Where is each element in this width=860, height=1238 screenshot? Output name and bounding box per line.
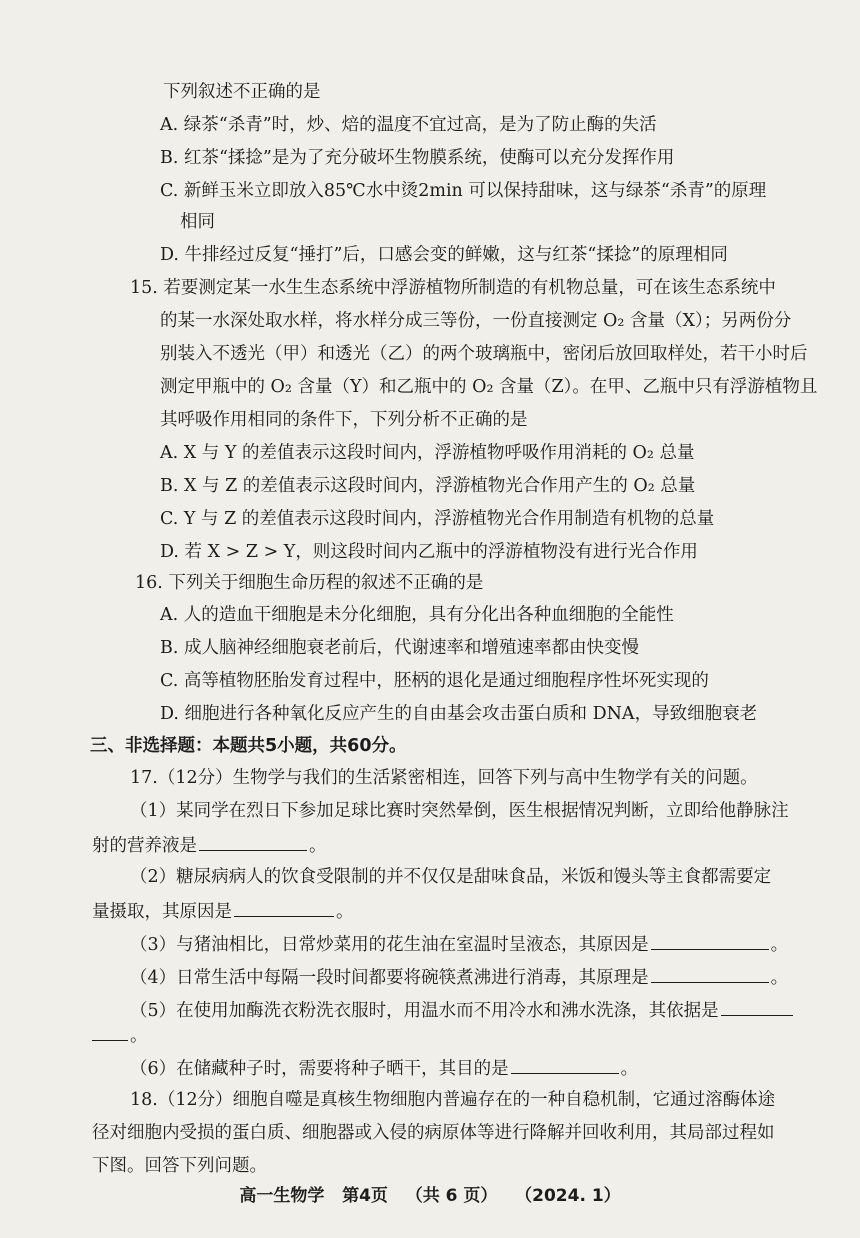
q17-part2-text: 量摄取，其原因是 [92,902,232,922]
section-3-heading: 三、非选择题：本题共5小题，共60分。 [90,736,407,756]
q14-stem-tail: 下列叙述不正确的是 [163,82,321,102]
q15-option-b: B. X 与 Z 的差值表示这段时间内，浮游植物光合作用产生的 O₂ 总量 [160,476,696,496]
q17-part4 [130,964,788,990]
q15-stem-line1: 15. 若要测定某一水生生态系统中浮游植物所制造的有机物总量，可在该生态系统中 [130,278,776,298]
q17-part5-answer-blank-cont[interactable] [92,1022,128,1041]
q14-option-a: A. 绿茶“杀青”时，炒、焙的温度不宜过高，是为了防止酶的失活 [160,115,657,135]
page-footer [0,1181,860,1206]
q16-option-a: A. 人的造血干细胞是未分化细胞，具有分化出各种血细胞的全能性 [160,605,674,625]
q17-part1-line2 [92,832,327,858]
q17-part5-line2 [92,1022,148,1048]
q15-stem-line4: 测定甲瓶中的 O₂ 含量（Y）和乙瓶中的 O₂ 含量（Z）。在甲、乙瓶中只有浮游植物且 [160,377,818,397]
q17-part2-period: 。 [336,902,354,922]
q17-part2-answer-blank[interactable] [234,898,334,917]
q15-stem-line5: 其呼吸作用相同的条件下，下列分析不正确的是 [160,410,528,430]
q17-part1-text: 射的营养液是 [92,836,197,856]
q15-stem-line2: 的某一水深处取水样，将水样分成三等份，一份直接测定 O₂ 含量（X）；另两份分 [160,311,792,331]
q17-part4-period: 。 [770,968,789,988]
q16-option-c: C. 高等植物胚胎发育过程中，胚柄的退化是通过细胞程序性坏死实现的 [160,671,709,691]
q17-part1-period: 。 [309,836,327,856]
q15-option-c: C. Y 与 Z 的差值表示这段时间内，浮游植物光合作用制造有机物的总量 [160,509,715,529]
q17-part6-answer-blank[interactable] [511,1055,619,1074]
q17-part5-text: （5）在使用加酶洗衣粉洗衣服时，用温水而不用冷水和沸水洗涤，其依据是 [130,1001,719,1021]
q17-part1-answer-blank[interactable] [199,832,307,851]
q17-part3-answer-blank[interactable] [651,931,769,950]
q14-option-d: D. 牛排经过反复“捶打”后，口感会变的鲜嫩，这与红茶“揉捻”的原理相同 [160,245,728,265]
q17-part2-line1: （2）糖尿病病人的饮食受限制的并不仅仅是甜味食品，米饭和馒头等主食都需要定 [130,867,772,887]
footer-total-pages: （共 6 页） [405,1186,498,1206]
footer-subject: 高一生物学 [239,1186,325,1206]
q17-part1-line1: （1）某同学在烈日下参加足球比赛时突然晕倒，医生根据情况判断，立即给他静脉注 [130,801,789,821]
q17-part6 [130,1055,638,1081]
q14-option-b: B. 红茶“揉捻”是为了充分破坏生物膜系统，使酶可以充分发挥作用 [160,148,675,168]
q14-option-c-line1: C. 新鲜玉米立即放入85℃水中烫2min 可以保持甜味，这与绿茶“杀青”的原理 [160,181,767,201]
q17-part5-answer-blank[interactable] [721,997,793,1016]
q17-part5-period: 。 [130,1026,148,1046]
q17-stem: 17.（12分）生物学与我们的生活紧密相连，回答下列与高中生物学有关的问题。 [130,768,758,788]
q16-option-d: D. 细胞进行各种氧化反应产生的自由基会攻击蛋白质和 DNA，导致细胞衰老 [160,704,758,724]
q16-stem: 16. 下列关于细胞生命历程的叙述不正确的是 [135,573,484,593]
q17-part4-text: （4）日常生活中每隔一段时间都要将碗筷煮沸进行消毒，其原理是 [130,968,649,988]
q17-part4-answer-blank[interactable] [651,964,769,983]
q15-option-d: D. 若 X > Z > Y，则这段时间内乙瓶中的浮游植物没有进行光合作用 [160,542,698,562]
footer-date: （2024. 1） [515,1186,621,1206]
q17-part3 [130,931,788,957]
q17-part3-period: 。 [770,935,789,955]
footer-page-number: 第4页 [342,1186,388,1206]
q18-stem-line3: 下图。回答下列问题。 [92,1156,267,1176]
q17-part5-line1 [130,997,795,1023]
q17-part3-text: （3）与猪油相比，日常炒菜用的花生油在室温时呈液态，其原因是 [130,935,649,955]
q14-option-c-line2: 相同 [180,212,215,232]
q17-part2-line2 [92,898,354,924]
q18-stem-line1: 18.（12分）细胞自噬是真核生物细胞内普遍存在的一种自稳机制，它通过溶酶体途 [130,1090,776,1110]
q15-stem-line3: 别装入不透光（甲）和透光（乙）的两个玻璃瓶中，密闭后放回取样处，若干小时后 [160,344,808,364]
q16-option-b: B. 成人脑神经细胞衰老前后，代谢速率和增殖速率都由快变慢 [160,638,639,658]
q17-part6-text: （6）在储藏种子时，需要将种子晒干，其目的是 [130,1059,509,1079]
q15-option-a: A. X 与 Y 的差值表示这段时间内，浮游植物呼吸作用消耗的 O₂ 总量 [160,443,695,463]
q17-part6-period: 。 [620,1059,639,1079]
q18-stem-line2: 径对细胞内受损的蛋白质、细胞器或入侵的病原体等进行降解并回收利用，其局部过程如 [92,1123,775,1143]
